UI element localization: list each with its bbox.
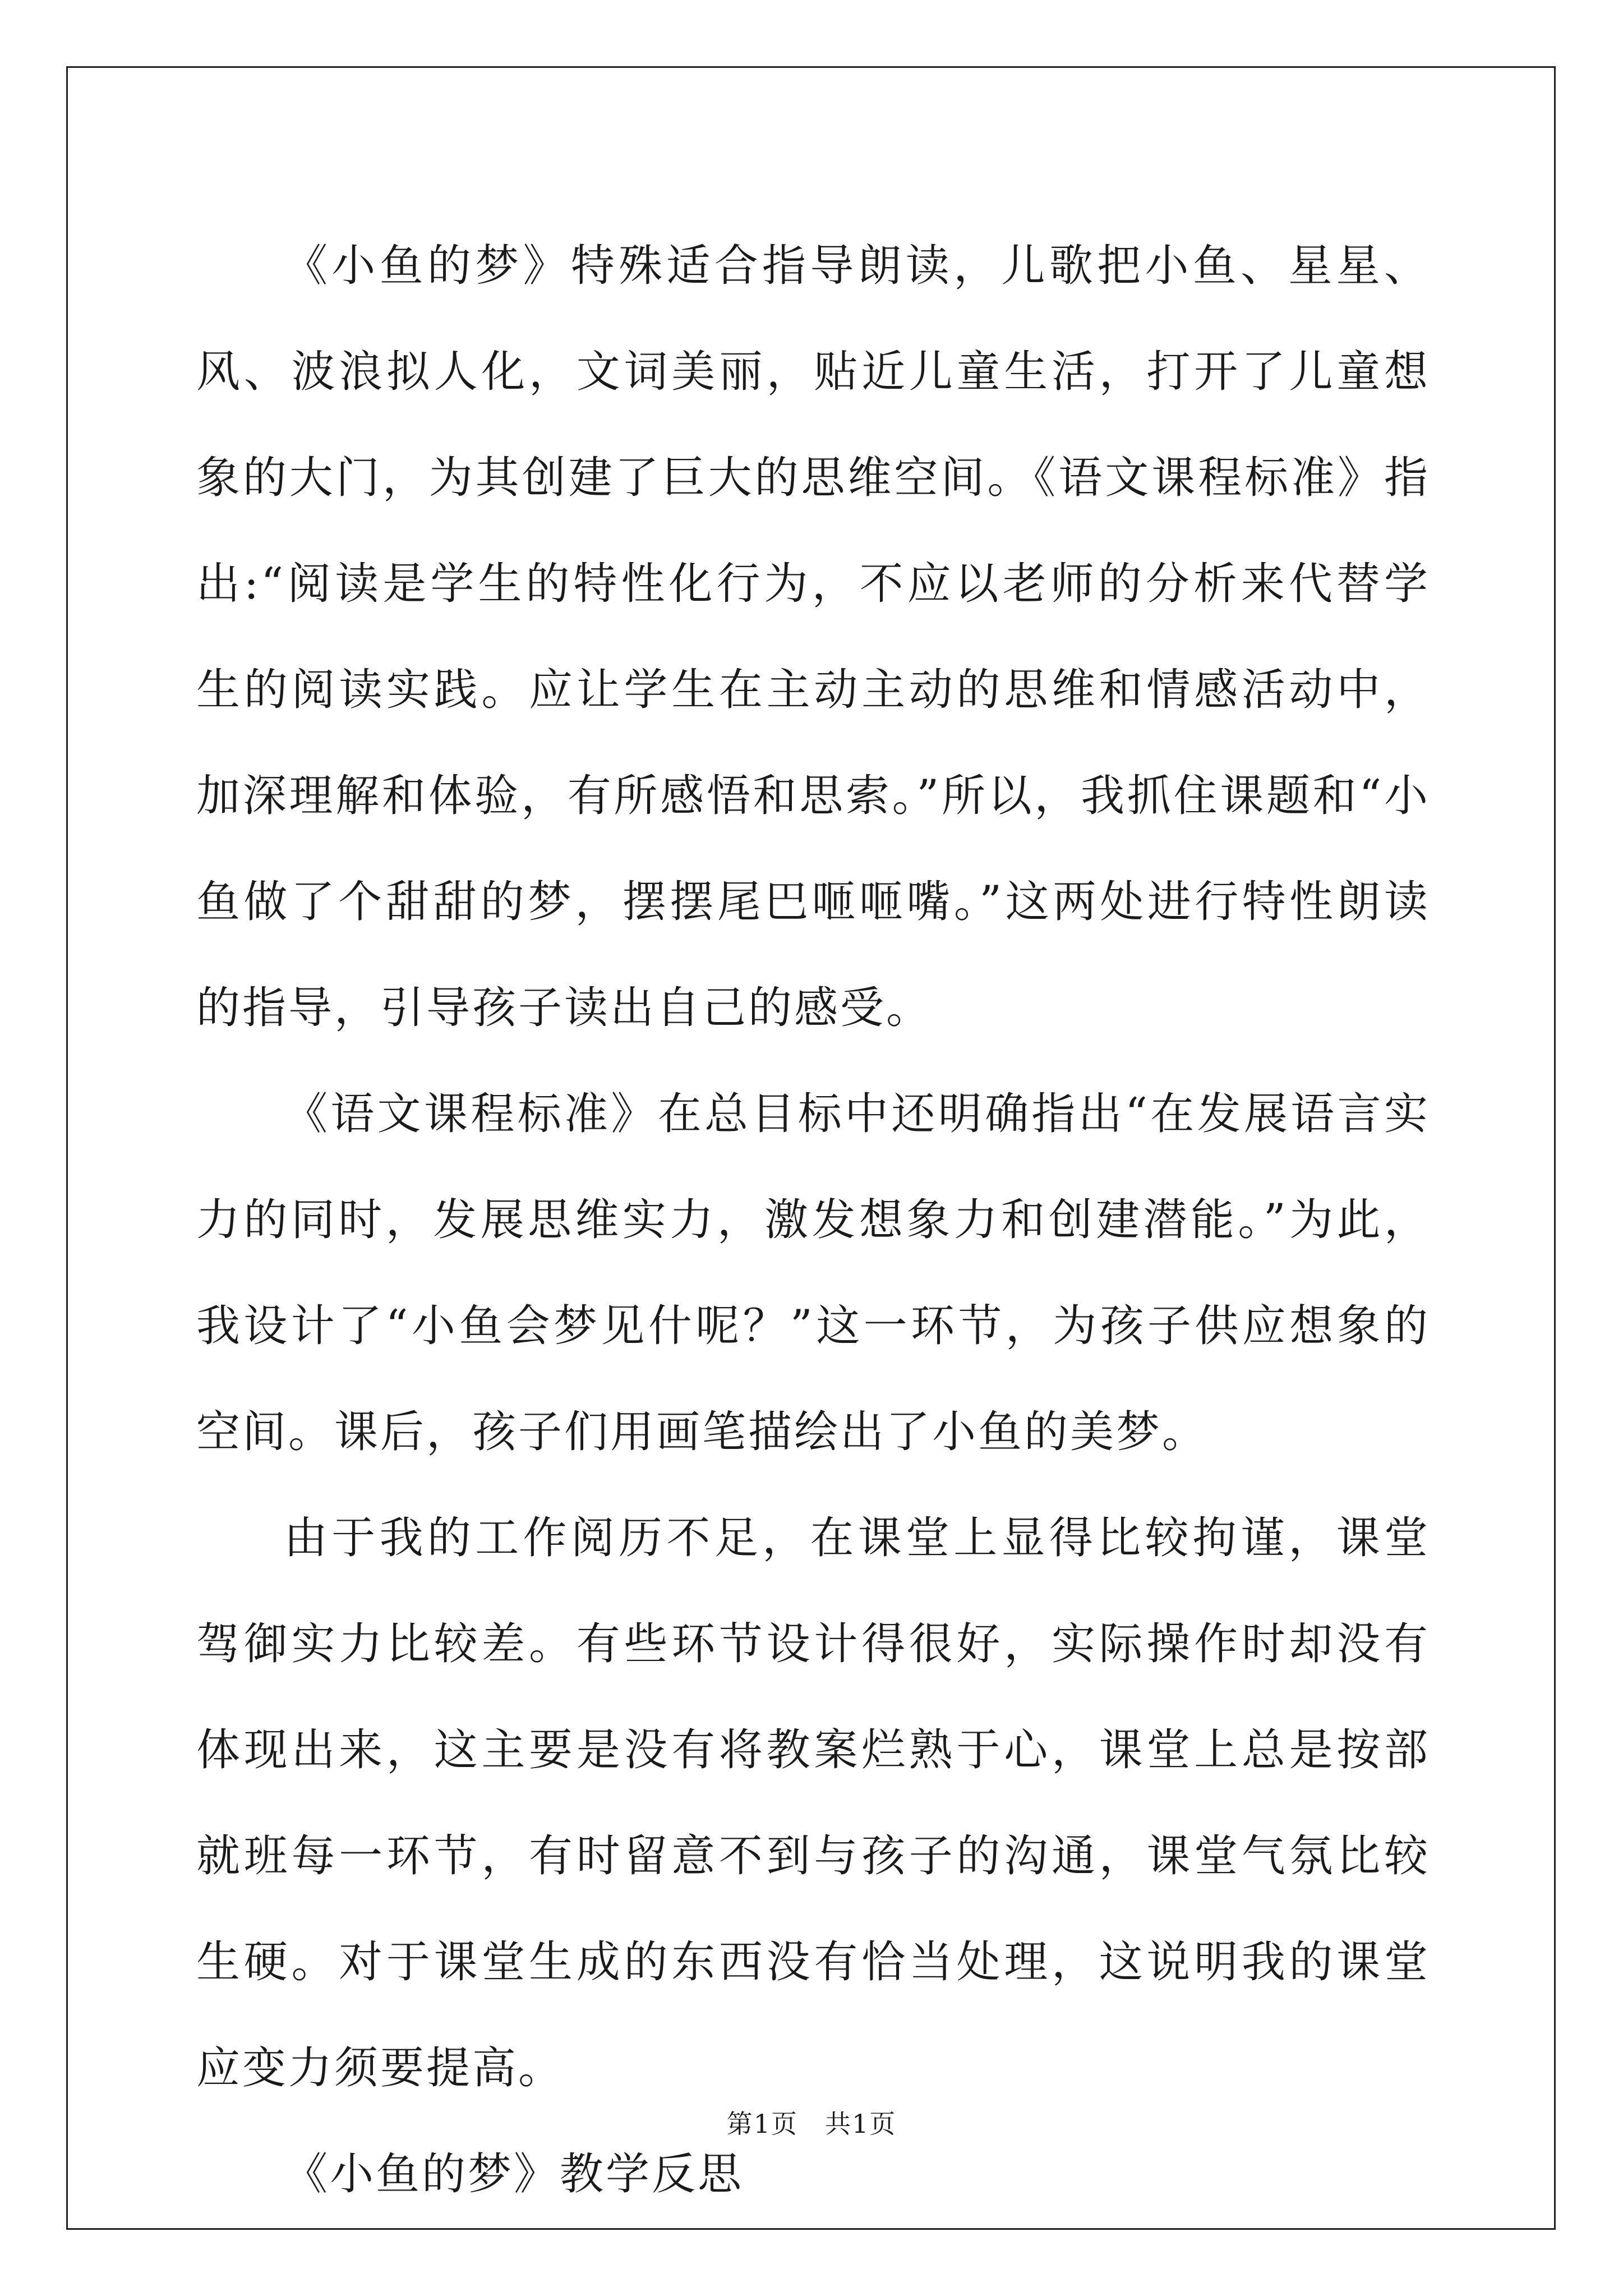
page-number-footer: 第1页 共1页: [726, 2109, 897, 2139]
closing-title: 《小鱼的梦》教学反思: [284, 2149, 744, 2200]
document-body: [196, 213, 1430, 2228]
paragraph-3: 由于我的工作阅历不足，在课堂上显得比较拘谨，课堂驾御实力比较差。有些环节设计得很好，实际操作时却没有体现出来，这主要是没有将教案烂熟于心，课堂上总是按部就班每一环节，有时留意不到与孩子的沟通，课堂气氛比较生硬。对于课堂生成的东西没有恰当处理，这说明我的课堂应变力须要提高。: [196, 1513, 1430, 2093]
paragraph-1: 《小鱼的梦》特殊适合指导朗读，儿歌把小鱼、星星、风、波浪拟人化，文词美丽，贴近儿童生活，打开了儿童想象的大门，为其创建了巨大的思维空间。《语文课程标准》指出:“阅读是学生的特性化行为，不应以老师的分析来代替学生的阅读实践。应让学生在主动主动的思维和情感活动中，加深理解和体验，有所感悟和思索。”所以，我抓住课题和“小鱼做了个甜甜的梦，摆摆尾巴咂咂嘴。”这两处进行特性朗读的指导，引导孩子读出自己的感受。: [196, 241, 1430, 1033]
paragraph-2: 《语文课程标准》在总目标中还明确指出“在发展语言实力的同时，发展思维实力，激发想象力和创建潜能。”为此，我设计了“小鱼会梦见什呢？”这一环节，为孩子供应想象的空间。课后，孩子们用画笔描绘出了小鱼的美梦。: [196, 1089, 1430, 1457]
